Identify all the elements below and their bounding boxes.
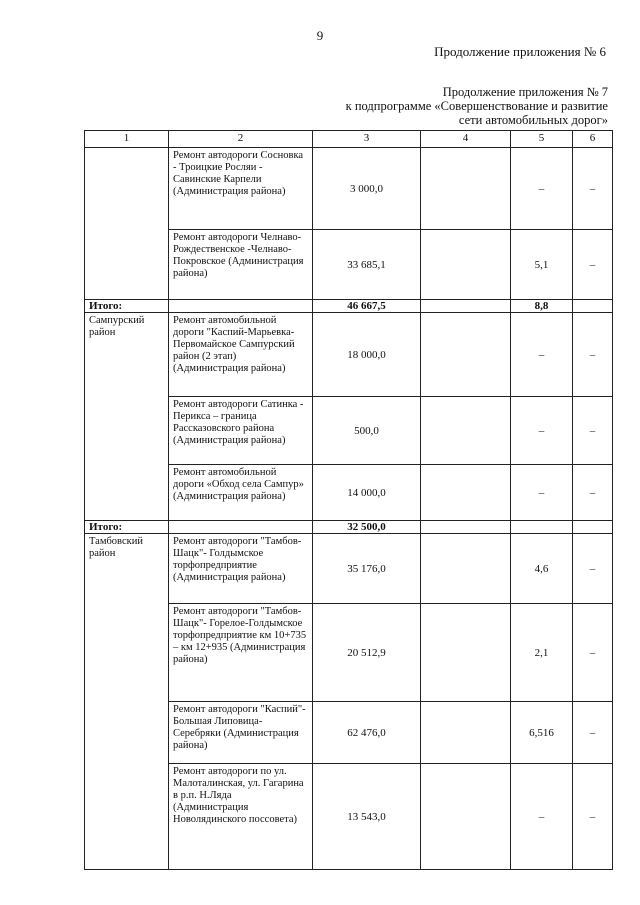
header-cell: 2: [169, 131, 313, 148]
length-cell: –: [511, 465, 573, 521]
col6-cell: –: [573, 148, 613, 230]
road-name-cell: Ремонт автодороги Сатинка - Перикса – граница Рассказовского района (Администрация района): [169, 397, 313, 465]
road-name-cell: Ремонт автодороги "Каспий"-Большая Липовица-Серебряки (Администрация района): [169, 702, 313, 764]
road-name-cell: Ремонт автодороги "Тамбов-Шацк"- Голдымское торфопредприятие (Администрация района): [169, 534, 313, 604]
appendix-line-2: к подпрограмме «Совершенствование и развитие: [345, 99, 608, 113]
roads-table: [84, 130, 613, 870]
total-row: [85, 300, 613, 313]
appendix-heading: [346, 85, 608, 127]
region-cell: Тамбовский район: [85, 534, 169, 870]
col6-cell: –: [573, 397, 613, 465]
length-cell: –: [511, 397, 573, 465]
road-name-cell: Ремонт автодороги по ул. Малоталинская, ул. Гагарина в р.п. Н.Ляда (Администрация Новолядинского поссовета): [169, 764, 313, 870]
col6-cell: –: [573, 702, 613, 764]
amount-cell: 62 476,0: [313, 702, 421, 764]
road-name-cell: Ремонт автомобильной дороги "Каспий-Марьевка-Первомайское Сампурский район (2 этап) (Администрация района): [169, 313, 313, 397]
appendix-line-1: Продолжение приложения № 7: [442, 85, 608, 99]
total-col4: [421, 300, 511, 313]
header-cell: 4: [421, 131, 511, 148]
col6-cell: –: [573, 230, 613, 300]
length-cell: –: [511, 764, 573, 870]
col4-cell: [421, 397, 511, 465]
col6-cell: –: [573, 764, 613, 870]
total-amount: 32 500,0: [313, 521, 421, 534]
col6-cell: –: [573, 604, 613, 702]
col4-cell: [421, 465, 511, 521]
col4-cell: [421, 230, 511, 300]
amount-cell: 500,0: [313, 397, 421, 465]
amount-cell: 33 685,1: [313, 230, 421, 300]
total-col6: [573, 521, 613, 534]
length-cell: 5,1: [511, 230, 573, 300]
header-cell: 1: [85, 131, 169, 148]
table-header-row: [85, 131, 613, 148]
total-label: Итого:: [85, 521, 169, 534]
table-row: [85, 148, 613, 230]
length-cell: 2,1: [511, 604, 573, 702]
col4-cell: [421, 702, 511, 764]
total-length: [511, 521, 573, 534]
total-amount: 46 667,5: [313, 300, 421, 313]
total-empty: [169, 300, 313, 313]
table-row: [85, 534, 613, 604]
road-name-cell: Ремонт автомобильной дороги «Обход села Сампур» (Администрация района): [169, 465, 313, 521]
col6-cell: –: [573, 534, 613, 604]
amount-cell: 35 176,0: [313, 534, 421, 604]
amount-cell: 14 000,0: [313, 465, 421, 521]
col6-cell: –: [573, 313, 613, 397]
road-name-cell: Ремонт автодороги Челнаво- Рождественское -Челнаво-Покровское (Администрация района): [169, 230, 313, 300]
total-row: [85, 521, 613, 534]
page-number: 9: [316, 28, 324, 43]
header-cell: 6: [573, 131, 613, 148]
total-col6: [573, 300, 613, 313]
continuation-title: Продолжение приложения № 6: [434, 44, 606, 59]
region-cell: [85, 148, 169, 300]
header-cell: 3: [313, 131, 421, 148]
total-empty: [169, 521, 313, 534]
road-name-cell: Ремонт автодороги "Тамбов-Шацк"- Горелое-Голдымское торфопредприятие км 10+735 – км 12+935 (Администрация района): [169, 604, 313, 702]
length-cell: –: [511, 148, 573, 230]
col4-cell: [421, 534, 511, 604]
total-label: Итого:: [85, 300, 169, 313]
col6-cell: –: [573, 465, 613, 521]
col4-cell: [421, 148, 511, 230]
col4-cell: [421, 764, 511, 870]
table-row: [85, 313, 613, 397]
length-cell: 4,6: [511, 534, 573, 604]
appendix-line-3: сети автомобильных дорог»: [458, 113, 608, 127]
col4-cell: [421, 313, 511, 397]
amount-cell: 3 000,0: [313, 148, 421, 230]
region-cell: Сампурский район: [85, 313, 169, 521]
length-cell: 6,516: [511, 702, 573, 764]
road-name-cell: Ремонт автодороги Сосновка - Троицкие Росляи - Савинские Карпели (Администрация района): [169, 148, 313, 230]
total-length: 8,8: [511, 300, 573, 313]
total-col4: [421, 521, 511, 534]
amount-cell: 20 512,9: [313, 604, 421, 702]
header-cell: 5: [511, 131, 573, 148]
col4-cell: [421, 604, 511, 702]
length-cell: –: [511, 313, 573, 397]
amount-cell: 18 000,0: [313, 313, 421, 397]
amount-cell: 13 543,0: [313, 764, 421, 870]
